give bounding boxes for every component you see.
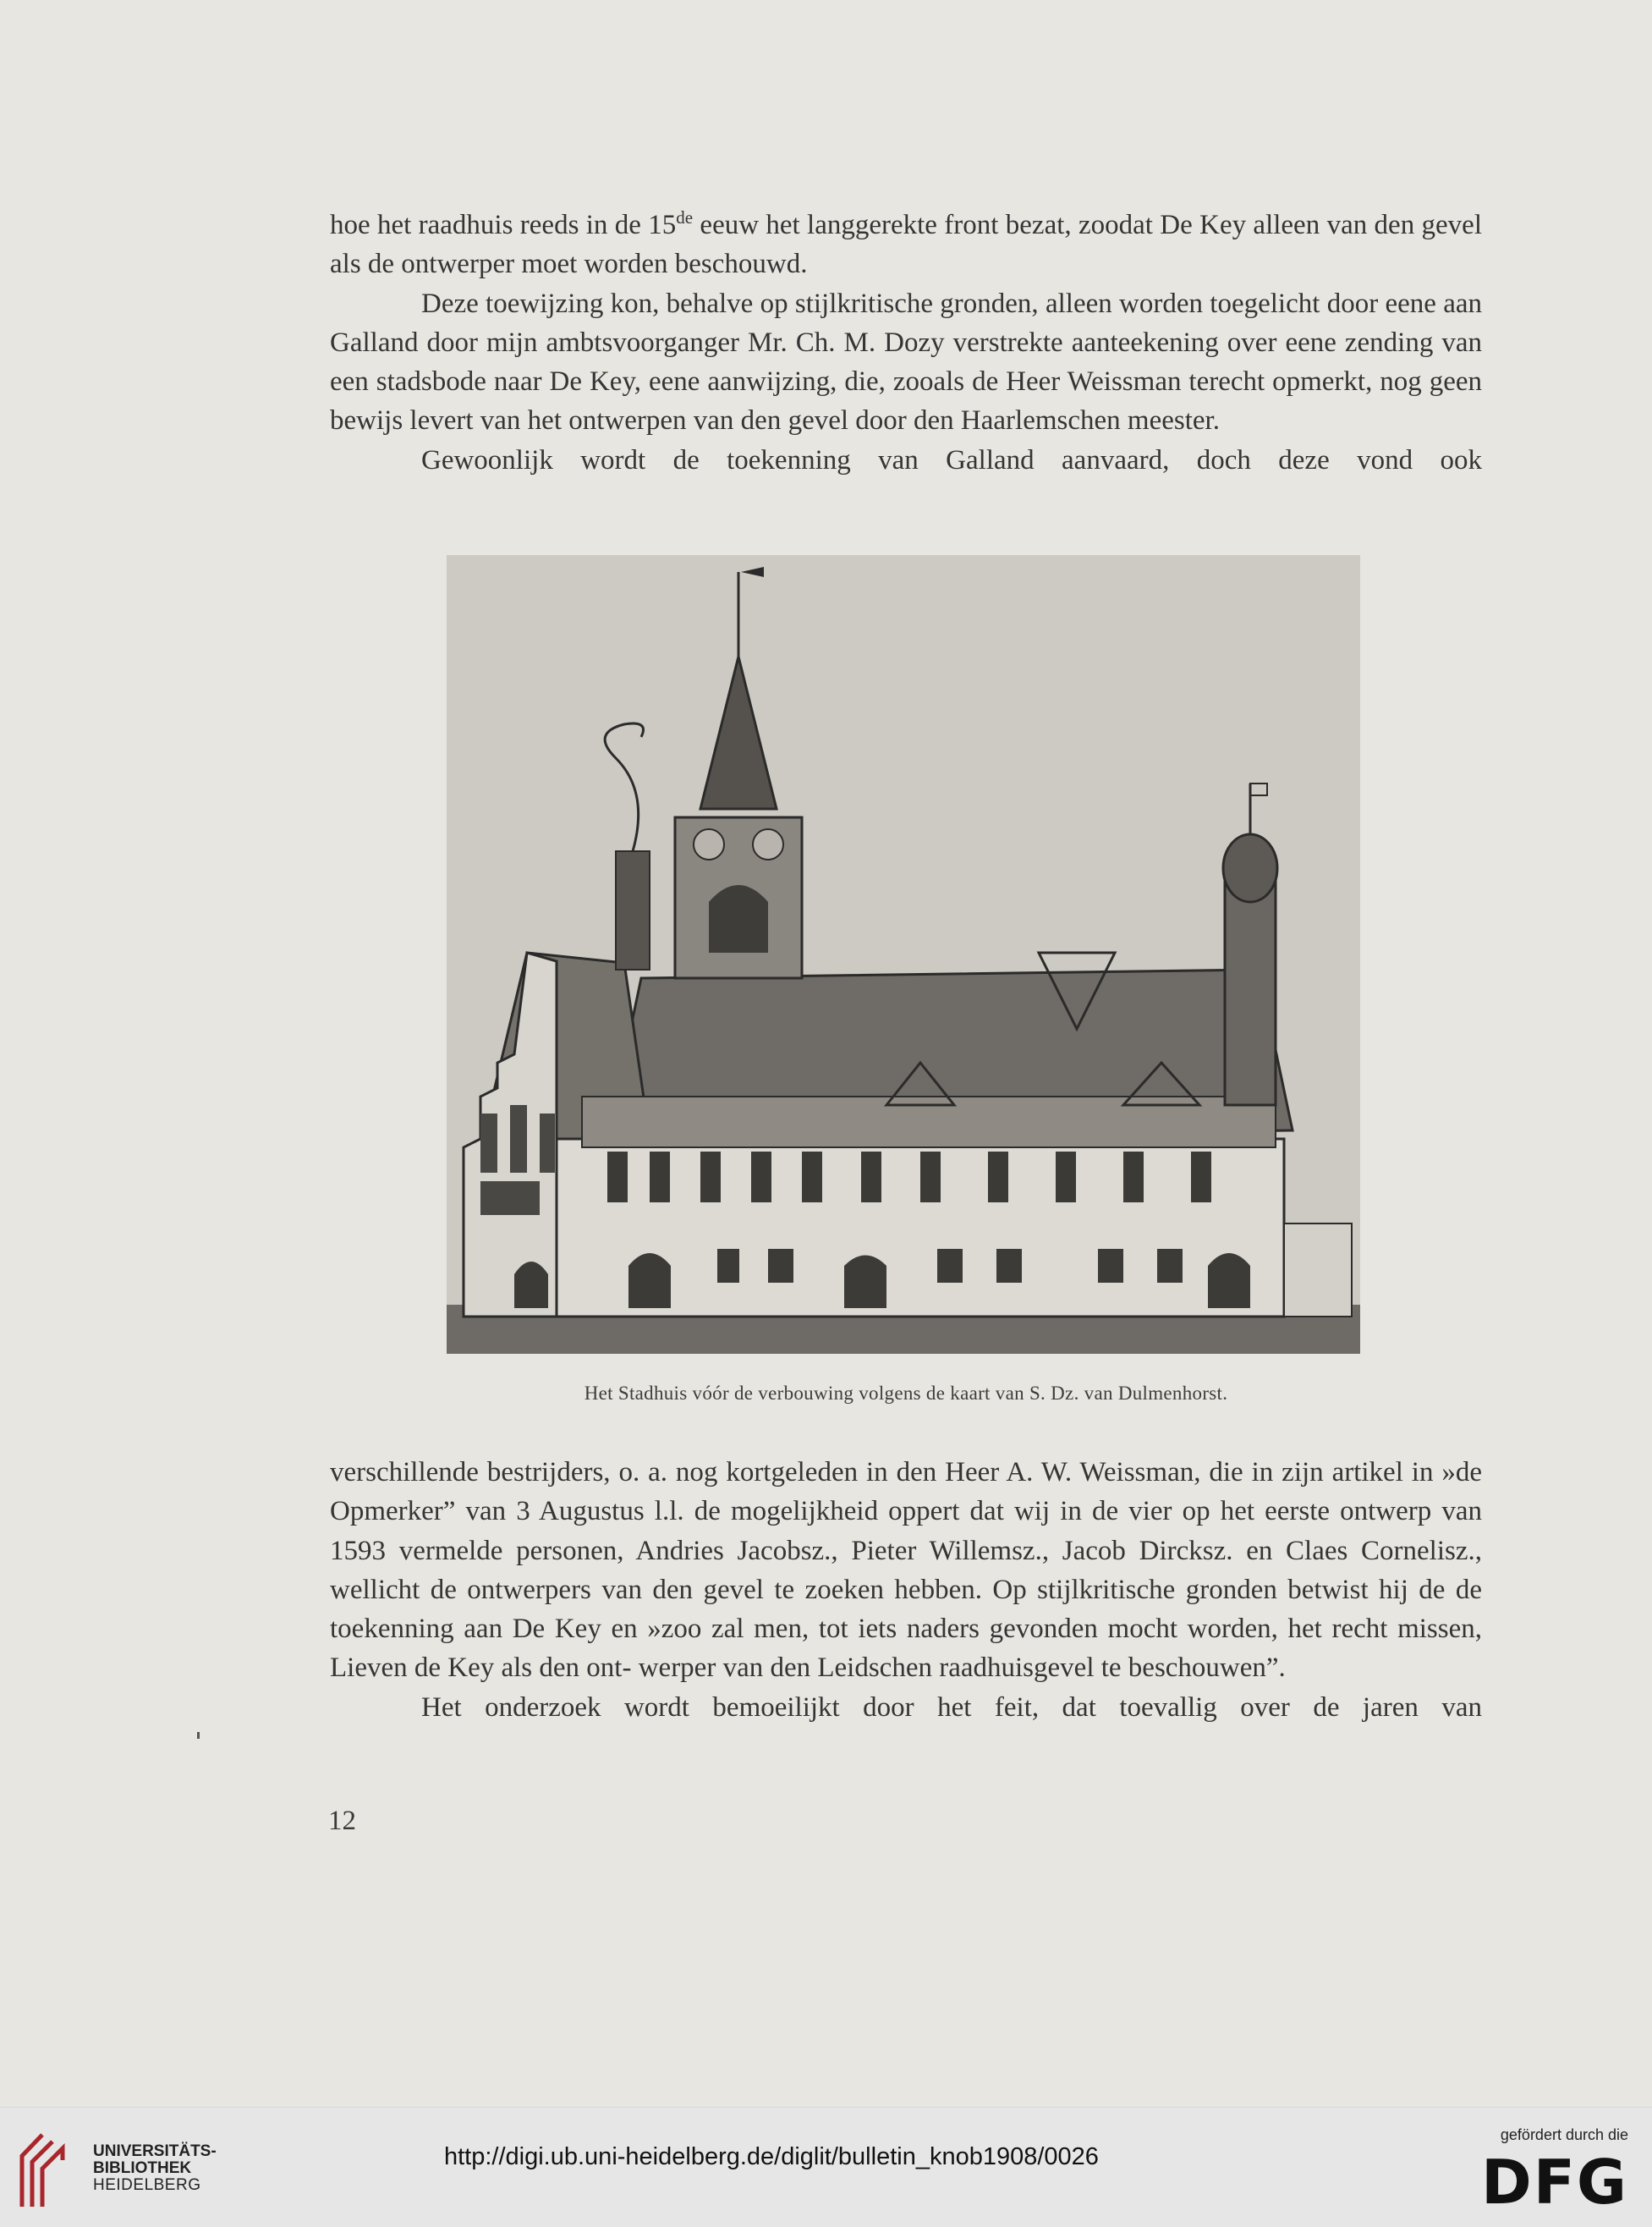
dfg-logo: DFG xyxy=(1480,2147,1628,2218)
paragraph xyxy=(330,206,1482,284)
text-line: van den gevel als de ontwerper moet worden beschouwd. xyxy=(330,210,1483,280)
text-line: Jacob Dircksz. en Claes Cornelisz., wellicht de ontwerpers van den gevel te zoeken hebben. xyxy=(330,1535,1483,1605)
text-line: artikel in »de Opmerker” van 3 Augustus l.l. de mogelijkheid oppert dat wij in de vier xyxy=(330,1457,1482,1527)
paragraph xyxy=(330,1453,1482,1688)
library-name-line: BIBLIOTHEK xyxy=(93,2159,192,2177)
text-line: op het eerste ontwerp van 1593 vermelde personen, Andries Jacobsz., Pieter Willemsz., xyxy=(330,1496,1482,1566)
scan-speck xyxy=(197,1732,200,1739)
text-line: Op stijlkritische gronden betwist hij de de toekenning aan De Key en »zoo zal men, xyxy=(330,1574,1482,1645)
superscript: de xyxy=(676,207,694,228)
library-logo-icon xyxy=(17,2126,69,2211)
text-line: Deze toewijzing kon, behalve op stijlkritische gronden, alleen worden toegelicht xyxy=(421,288,1320,319)
text-line: verschillende bestrijders, o. a. nog kortgeleden in den Heer A. W. Weissman, die in zijn xyxy=(330,1457,1324,1487)
text-line: Gewoonlijk wordt de toekenning van Galland aanvaard, doch deze vond ook xyxy=(421,444,1482,476)
text-line: Het onderzoek wordt bemoeilijkt door het feit, dat toevallig over de jaren van xyxy=(421,1691,1482,1723)
text-line: werper van den Leidschen raadhuisgevel te beschouwen”. xyxy=(638,1652,1286,1684)
library-name-line: HEIDELBERG xyxy=(93,2176,201,2194)
library-name-line: UNIVERSITÄTS- xyxy=(93,2142,217,2160)
text-line: den Haarlemschen meester. xyxy=(914,405,1220,437)
text-line: over eene zending van een stadsbode naar De Key, eene aanwijzing, die, zooals de Heer xyxy=(330,327,1483,398)
library-name xyxy=(93,2143,217,2194)
paragraph xyxy=(330,284,1482,441)
text-line: eeuw het langgerekte front bezat, zoodat De Key alleen xyxy=(693,210,1320,240)
permalink-url[interactable]: http://digi.ub.uni-heidelberg.de/diglit/bulletin_knob1908/0026 xyxy=(444,2143,1099,2170)
body-text-bottom xyxy=(330,1453,1482,1727)
text-line: door eene aan Galland door mijn ambtsvoorganger Mr. Ch. M. Dozy verstrekte aanteekening xyxy=(330,288,1483,358)
page-number: 12 xyxy=(328,1806,356,1836)
figure-caption: Het Stadhuis vóór de verbouwing volgens de kaart van S. Dz. van Dulmenhorst. xyxy=(584,1383,1228,1404)
text-line: Weissman terecht opmerkt, nog geen bewijs levert van het ontwerpen van den gevel door xyxy=(330,366,1483,437)
text-line: tot iets naders gevonden mocht worden, het recht missen, Lieven de Key als den ont- xyxy=(330,1614,1482,1684)
paragraph xyxy=(330,441,1482,480)
town-hall-drawing xyxy=(447,555,1360,1354)
digitization-footer xyxy=(0,2107,1652,2227)
paragraph xyxy=(330,1688,1482,1727)
funded-by-label: gefördert durch die xyxy=(1500,2126,1628,2143)
body-text-top xyxy=(330,206,1482,480)
town-hall-illustration xyxy=(447,555,1360,1354)
text-line: hoe het raadhuis reeds in de 15 xyxy=(330,210,677,240)
